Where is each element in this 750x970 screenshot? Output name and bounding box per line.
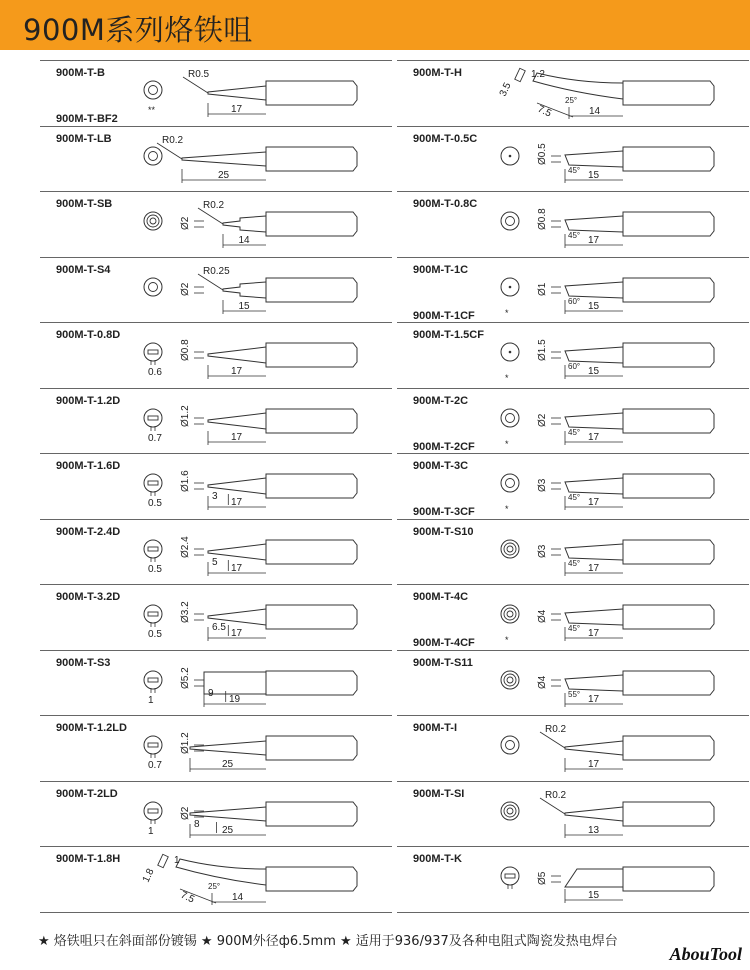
tip-angle-value: 55° xyxy=(568,689,581,699)
tip-shank xyxy=(623,802,714,826)
tip-diameter-value: Ø1.2 xyxy=(180,732,191,754)
tip-row xyxy=(397,715,749,781)
tip-end-width-value: 1 xyxy=(174,855,180,866)
tip-model-variant-label: 900M-T-3CF xyxy=(413,506,475,518)
tip-model-label: 900M-T-0.8D xyxy=(56,329,121,341)
tip-row xyxy=(40,191,392,257)
tip-face-outer-circle xyxy=(144,605,162,623)
page-title: 900M系列烙铁咀 xyxy=(23,13,253,47)
tip-angle-value: 45° xyxy=(568,493,581,502)
tip-drawing xyxy=(397,454,749,518)
tip-model-label: 900M-T-SB xyxy=(56,198,113,210)
tip-length-value: 15 xyxy=(588,366,600,377)
tip-length-value: 25 xyxy=(218,169,230,181)
tip-face-ring xyxy=(506,479,515,488)
tip-row xyxy=(40,519,392,585)
tip-length-value: 15 xyxy=(588,169,600,181)
tip-length-value: 17 xyxy=(231,431,243,443)
tip-shank xyxy=(266,343,357,367)
tip-width-value: 0.7 xyxy=(148,760,162,771)
tip-face-outer-circle xyxy=(144,671,162,689)
tip-note-mark: * xyxy=(505,504,509,514)
tip-model-label: 900M-T-3C xyxy=(413,460,469,472)
tip-face-ring xyxy=(149,151,158,160)
tip-length-value: 19 xyxy=(229,693,241,705)
tip-short-length-value: 9 xyxy=(208,687,214,699)
tip-bent-point xyxy=(176,859,266,885)
tip-drawing xyxy=(397,716,749,780)
tip-angle-value: 45° xyxy=(568,624,581,633)
tip-point xyxy=(208,413,266,429)
tip-length-value: 15 xyxy=(588,300,600,312)
tip-row xyxy=(397,388,749,454)
tip-point xyxy=(565,807,623,821)
tip-shank xyxy=(623,212,714,236)
tip-angle-value: 25° xyxy=(208,882,221,891)
tip-length-value: 17 xyxy=(231,628,243,639)
tip-model-label: 900M-T-S10 xyxy=(413,525,474,538)
tip-shank xyxy=(623,278,714,302)
tip-point xyxy=(565,282,623,298)
tip-shank xyxy=(266,81,357,105)
tip-radius-value: R0.2 xyxy=(545,789,567,801)
tip-face-outer-circle xyxy=(501,867,519,885)
tip-length-value: 17 xyxy=(588,759,600,770)
tip-length-value: 14 xyxy=(589,106,601,117)
tip-note-mark: * xyxy=(505,635,509,645)
tip-shank xyxy=(266,540,357,564)
tip-diameter-value: Ø1.5 xyxy=(537,339,548,361)
tip-row xyxy=(40,650,392,716)
footer-notes: ★ 烙铁咀只在斜面部份镀锡 ★ 900M外径ф6.5mm ★ 适用于936/937及各种电阻式陶瓷发热电焊台 xyxy=(38,934,618,949)
tip-row xyxy=(397,584,749,650)
tip-angle-value: 45° xyxy=(568,558,581,568)
tip-shank xyxy=(623,474,714,498)
tip-diameter-value: Ø2 xyxy=(180,216,191,230)
tip-offset-value: 7.5 xyxy=(535,103,553,120)
tip-face-outer-circle xyxy=(501,736,519,754)
tip-point xyxy=(565,741,623,755)
tip-point xyxy=(208,347,266,363)
tip-drawing xyxy=(40,716,392,780)
tip-shank xyxy=(623,540,714,564)
tip-point xyxy=(190,741,266,755)
tip-angle-value: 60° xyxy=(568,296,581,306)
tip-face-outer-circle xyxy=(501,474,519,492)
left-tip-column xyxy=(40,60,392,913)
tip-face-outer-circle xyxy=(144,540,162,558)
tip-drawing xyxy=(40,323,392,387)
tip-face-slot xyxy=(148,350,158,354)
tip-model-label: 900M-T-2C xyxy=(413,394,469,407)
tip-diameter-value: Ø5 xyxy=(537,871,548,885)
tip-row xyxy=(40,126,392,192)
tip-diameter-value: Ø2.4 xyxy=(180,535,191,558)
tip-model-label: 900M-T-S11 xyxy=(413,656,473,669)
tip-bend-diameter-value: 3.5 xyxy=(497,81,514,99)
tip-face-ring xyxy=(506,217,515,226)
tip-model-label: 900M-T-1.6D xyxy=(56,460,121,472)
tip-row xyxy=(397,781,749,847)
tip-drawing xyxy=(40,61,392,125)
tip-model-label: 900M-T-3.2D xyxy=(56,591,121,603)
tip-point xyxy=(565,478,623,494)
tip-bent-end xyxy=(158,854,169,867)
tip-length-value: 14 xyxy=(232,892,244,903)
tip-row xyxy=(40,846,392,913)
tip-width-value: 0.5 xyxy=(148,498,162,509)
tip-radius-value: R0.2 xyxy=(545,724,567,735)
tip-drawing xyxy=(40,258,392,322)
tip-radius-value: R0.2 xyxy=(203,200,225,211)
tip-shank xyxy=(266,409,357,433)
tip-point xyxy=(565,869,623,887)
tip-face-inner-ring xyxy=(507,677,513,683)
tip-shank xyxy=(623,81,714,105)
tip-face-outer-circle xyxy=(144,147,162,165)
tip-length-value: 17 xyxy=(588,628,600,639)
tip-point xyxy=(565,675,623,691)
tip-diameter-value: Ø4 xyxy=(537,675,548,689)
tip-drawing xyxy=(40,782,392,846)
tip-shank xyxy=(266,802,357,826)
tip-drawing xyxy=(40,192,392,256)
tip-face-outer-circle xyxy=(501,409,519,427)
right-tip-column xyxy=(397,60,749,913)
tip-drawing xyxy=(40,651,392,715)
tip-shank xyxy=(623,867,714,891)
tip-model-variant-label: 900M-T-BF2 xyxy=(56,113,118,125)
tip-length-value: 17 xyxy=(588,693,600,705)
tip-length-value: 25 xyxy=(222,759,234,770)
tip-model-label: 900M-T-S3 xyxy=(56,656,111,669)
tip-point xyxy=(565,544,623,560)
tip-face-ring xyxy=(149,86,158,95)
tip-face-dot xyxy=(509,154,512,157)
tip-width-value: 0.7 xyxy=(148,432,162,444)
tip-model-variant-label: 900M-T-1CF xyxy=(413,309,475,322)
tip-point xyxy=(565,609,623,625)
tip-length-value: 17 xyxy=(588,235,600,246)
tip-face-outer-circle xyxy=(144,81,162,99)
tip-point xyxy=(565,151,623,167)
tip-face-inner-ring xyxy=(507,808,513,814)
tip-face-inner-ring xyxy=(507,611,513,617)
tip-diameter-value: Ø5.2 xyxy=(180,666,191,689)
tip-offset-value: 7.5 xyxy=(178,889,196,906)
tip-bend-diameter-value: 1.8 xyxy=(140,867,157,885)
tip-model-variant-label: 900M-T-2CF xyxy=(413,440,475,453)
tip-drawing xyxy=(397,258,749,322)
tip-row xyxy=(397,257,749,323)
tip-model-label: 900M-T-1C xyxy=(413,263,469,276)
tip-shank xyxy=(266,605,357,629)
tip-radius-value: R0.25 xyxy=(203,265,230,277)
tip-model-label: 900M-T-2LD xyxy=(56,787,118,800)
tip-length-value: 17 xyxy=(231,497,243,508)
tip-length-value: 13 xyxy=(588,824,600,836)
tip-length-value: 15 xyxy=(588,890,600,901)
tip-drawing xyxy=(397,323,749,387)
tip-model-label: 900M-T-1.2LD xyxy=(56,722,127,734)
tip-point xyxy=(190,807,266,821)
tip-length-value: 17 xyxy=(588,431,600,443)
tip-angle-value: 45° xyxy=(568,231,581,240)
tip-face-outer-circle xyxy=(144,343,162,361)
tip-diameter-value: Ø0.8 xyxy=(180,339,191,361)
tip-face-ring xyxy=(504,543,516,555)
tip-face-ring xyxy=(506,413,515,422)
tip-diameter-value: Ø2 xyxy=(180,806,191,820)
tip-short-length-value: 3 xyxy=(212,491,218,502)
tip-face-outer-circle xyxy=(144,474,162,492)
tip-bent-point xyxy=(533,73,623,99)
tip-short-length-value: 5 xyxy=(212,556,218,568)
tip-width-value: 0.5 xyxy=(148,629,162,640)
tip-row xyxy=(40,781,392,847)
tip-drawing xyxy=(40,585,392,649)
tip-length-value: 17 xyxy=(231,562,243,574)
tip-note-mark: ** xyxy=(148,105,156,115)
tip-shank xyxy=(266,212,357,236)
tip-note-mark: * xyxy=(505,307,509,318)
tip-face-outer-circle xyxy=(144,802,162,820)
tip-shank xyxy=(266,474,357,498)
tip-model-label: 900M-T-S4 xyxy=(56,263,111,276)
tip-face-outer-circle xyxy=(501,212,519,230)
tip-model-label: 900M-T-1.5CF xyxy=(413,329,484,341)
tip-radius-value: R0.5 xyxy=(188,69,210,80)
tip-diameter-value: Ø1.2 xyxy=(180,404,191,427)
tip-diameter-value: Ø3.2 xyxy=(180,601,191,623)
tip-shank xyxy=(623,736,714,760)
tip-drawing xyxy=(397,192,749,256)
tip-drawing xyxy=(40,520,392,584)
tip-drawing xyxy=(397,651,749,715)
tip-row xyxy=(397,846,749,913)
tip-model-label: 900M-T-H xyxy=(413,67,462,79)
tip-model-label: 900M-T-4C xyxy=(413,591,469,603)
tip-face-ring xyxy=(506,741,515,750)
tip-face-slot xyxy=(148,416,158,420)
tip-drawing xyxy=(40,127,392,191)
tip-drawing xyxy=(397,127,749,191)
tip-shank xyxy=(623,147,714,171)
tip-end-width-value: 1.2 xyxy=(531,69,545,80)
tip-note-mark: * xyxy=(505,373,509,383)
tip-width-value: 0.5 xyxy=(148,563,162,575)
tip-angle-value: 60° xyxy=(568,362,581,371)
tip-shank xyxy=(623,343,714,367)
tip-point xyxy=(223,282,266,298)
tip-point xyxy=(182,152,266,166)
tip-model-variant-label: 900M-T-4CF xyxy=(413,637,475,649)
tip-angle-value: 25° xyxy=(565,96,578,105)
tip-diameter-value: Ø0.8 xyxy=(537,208,548,230)
tip-drawing xyxy=(397,61,749,125)
tip-diameter-value: Ø1.6 xyxy=(180,470,191,492)
tip-drawing xyxy=(40,847,392,911)
tip-shank xyxy=(623,671,714,695)
tip-row xyxy=(40,322,392,388)
tip-diameter-value: Ø3 xyxy=(537,544,548,558)
tip-note-mark: * xyxy=(505,438,509,449)
tip-shank xyxy=(623,409,714,433)
tip-row xyxy=(40,60,392,126)
tip-diameter-value: Ø4 xyxy=(537,609,548,623)
tip-row xyxy=(40,388,392,454)
tip-shank xyxy=(266,147,357,171)
tip-face-inner-ring xyxy=(507,546,513,552)
tip-face-ring xyxy=(504,805,516,817)
tip-face-slot xyxy=(148,743,158,747)
tip-length-value: 17 xyxy=(231,366,243,377)
tip-model-label: 900M-T-K xyxy=(413,853,462,865)
tip-row xyxy=(397,519,749,585)
tip-length-value: 17 xyxy=(231,104,243,115)
tip-shank xyxy=(266,867,357,891)
tip-model-label: 900M-T-I xyxy=(413,722,458,734)
tip-short-length-value: 6.5 xyxy=(212,622,226,633)
page-header xyxy=(0,0,750,50)
tip-diameter-value: Ø0.5 xyxy=(537,142,548,165)
tip-short-length-value: 8 xyxy=(194,818,200,830)
tip-width-value: 0.6 xyxy=(148,367,162,378)
tip-length-value: 25 xyxy=(222,824,234,836)
tip-row xyxy=(397,650,749,716)
tip-face-outer-circle xyxy=(144,736,162,754)
tip-face-slot xyxy=(148,678,158,682)
tip-face-dot xyxy=(509,285,512,288)
tip-model-label: 900M-T-2.4D xyxy=(56,525,121,538)
tip-face-slot xyxy=(148,481,158,485)
tip-face-outer-circle xyxy=(144,409,162,427)
tip-angle-value: 45° xyxy=(568,427,581,437)
tip-length-value: 17 xyxy=(588,562,600,574)
tip-shank xyxy=(266,278,357,302)
tip-drawing xyxy=(397,782,749,846)
tip-drawing xyxy=(40,454,392,518)
tip-model-label: 900M-T-1.8H xyxy=(56,853,121,865)
tip-width-value: 1 xyxy=(148,694,154,706)
tip-model-label: 900M-T-1.2D xyxy=(56,394,121,407)
tip-diameter-value: Ø3 xyxy=(537,478,548,492)
tip-point xyxy=(565,413,623,429)
tip-drawing xyxy=(397,520,749,584)
tip-length-value: 14 xyxy=(238,235,250,246)
brand-logo: AbouTool xyxy=(669,944,742,964)
tip-model-label: 900M-T-SI xyxy=(413,787,465,800)
tip-model-label: 900M-T-0.5C xyxy=(413,132,478,145)
tip-width-value: 1 xyxy=(148,825,154,837)
tip-drawing xyxy=(40,389,392,453)
tip-point xyxy=(223,216,266,232)
tip-angle-value: 45° xyxy=(568,165,581,175)
tip-face-outer-circle xyxy=(144,278,162,296)
tip-diameter-value: Ø2 xyxy=(537,413,548,427)
tip-diameter-value: Ø2 xyxy=(180,282,191,296)
tip-diameter-value: Ø1 xyxy=(537,282,548,296)
tip-row xyxy=(40,257,392,323)
tip-length-value: 15 xyxy=(238,300,250,312)
tip-face-ring xyxy=(149,282,158,291)
tip-face-ring xyxy=(147,215,159,227)
tip-face-dot xyxy=(509,351,512,354)
tip-shank xyxy=(266,671,357,695)
tip-model-label: 900M-T-LB xyxy=(56,132,112,145)
tip-row xyxy=(40,453,392,519)
tip-row xyxy=(397,453,749,519)
tip-face-slot xyxy=(148,547,158,551)
tip-point xyxy=(565,216,623,232)
tip-shank xyxy=(623,605,714,629)
tip-model-label: 900M-T-0.8C xyxy=(413,198,478,210)
tip-face-slot xyxy=(148,809,158,813)
tip-point xyxy=(208,86,266,100)
tip-row xyxy=(397,322,749,388)
tip-face-slot xyxy=(148,612,158,616)
tip-row xyxy=(397,126,749,192)
tip-drawing xyxy=(397,847,749,911)
tip-drawing xyxy=(397,389,749,453)
tip-shank xyxy=(266,736,357,760)
tip-row xyxy=(40,584,392,650)
tip-face-ring xyxy=(504,674,516,686)
tip-point xyxy=(565,347,623,363)
tip-row xyxy=(397,60,749,126)
tip-radius-value: R0.2 xyxy=(162,134,184,146)
tip-bent-end xyxy=(515,68,526,81)
tip-length-value: 17 xyxy=(588,497,600,508)
tip-face-ring xyxy=(504,608,516,620)
tip-face-slot xyxy=(505,874,515,878)
tip-face-inner-ring xyxy=(150,218,156,224)
tip-row xyxy=(397,191,749,257)
tip-drawing xyxy=(397,585,749,649)
tip-row xyxy=(40,715,392,781)
tip-model-label: 900M-T-B xyxy=(56,67,105,79)
